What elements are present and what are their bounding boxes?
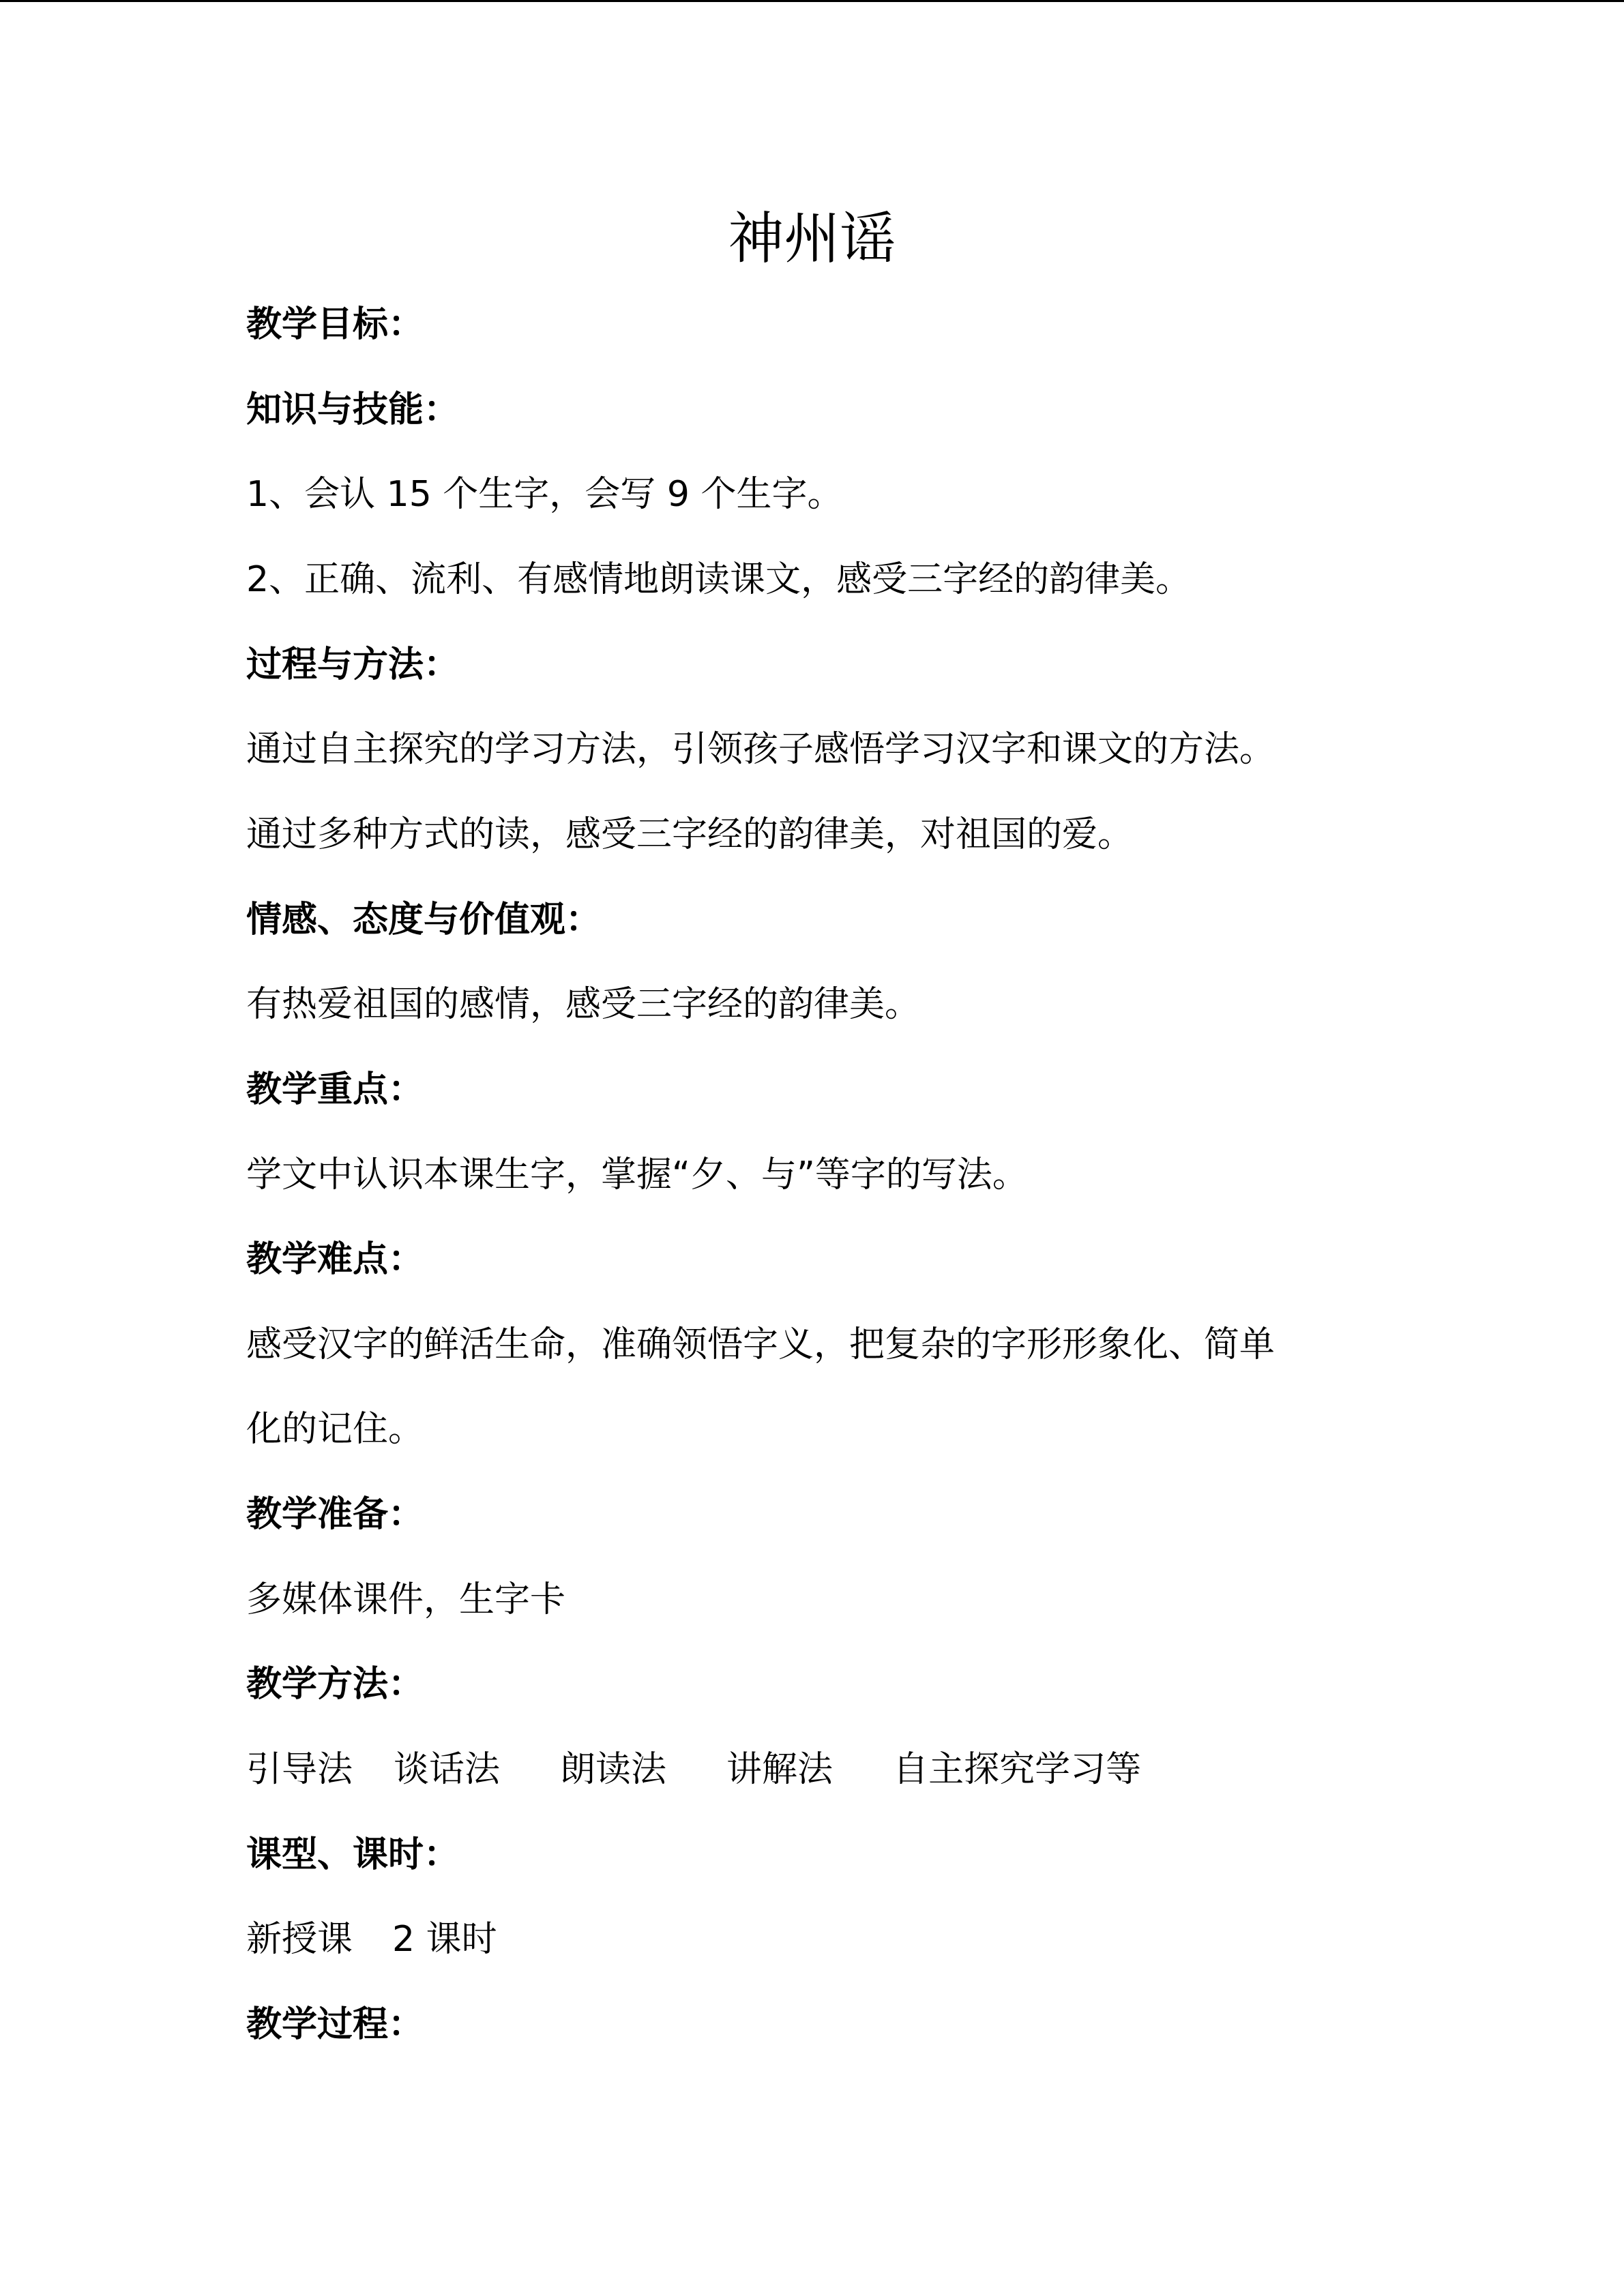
heading-knowledge-skills: 知识与技能： (246, 389, 460, 430)
goal-line-1: 1、会认 15 个生字，会写 9 个生字。 (246, 474, 843, 515)
lesson-type: 新授课 (246, 1919, 353, 1960)
heading-teaching-goals: 教学目标： (246, 304, 424, 345)
heading-lesson-type: 课型、课时： (246, 1834, 460, 1875)
heading-emotion-attitude: 情感、态度与价值观： (246, 899, 602, 940)
key-points-line: 学文中认识本课生字，掌握“夕、与”等字的写法。 (246, 1154, 1028, 1195)
heading-key-points: 教学重点： (246, 1069, 424, 1110)
method-item: 谈话法 (394, 1749, 501, 1790)
method-item: 自主探究学习等 (893, 1749, 1142, 1790)
method-item: 朗读法 (560, 1749, 667, 1790)
heading-teaching-process: 教学过程： (246, 2004, 424, 2045)
goal-line-2: 2、正确、流利、有感情地朗读课文，感受三字经的韵律美。 (246, 559, 1192, 600)
heading-teaching-methods: 教学方法： (246, 1664, 424, 1705)
preparation-line: 多媒体课件，生字卡 (246, 1579, 566, 1620)
lesson-type-line (246, 1915, 497, 1963)
method-item: 引导法 (246, 1749, 353, 1790)
heading-difficulties: 教学难点： (246, 1239, 424, 1280)
heading-process-method: 过程与方法： (246, 644, 460, 685)
method-item: 讲解法 (726, 1749, 833, 1790)
process-line-1: 通过自主探究的学习方法，引领孩子感悟学习汉字和课文的方法。 (246, 729, 1275, 770)
document-title: 神州谣 (728, 207, 896, 271)
process-line-2: 通过多种方式的读，感受三字经的韵律美，对祖国的爱。 (246, 814, 1134, 855)
emotion-line: 有热爱祖国的感情，感受三字经的韵律美。 (246, 984, 921, 1025)
top-border-line (0, 0, 1624, 2)
heading-preparation: 教学准备： (246, 1494, 424, 1535)
methods-line (246, 1746, 1141, 1793)
difficulties-line-2: 化的记住。 (246, 1409, 424, 1450)
lesson-hours: 2 课时 (392, 1919, 497, 1960)
difficulties-line-1: 感受汉字的鲜活生命，准确领悟字义，把复杂的字形形象化、简单 (246, 1324, 1275, 1365)
